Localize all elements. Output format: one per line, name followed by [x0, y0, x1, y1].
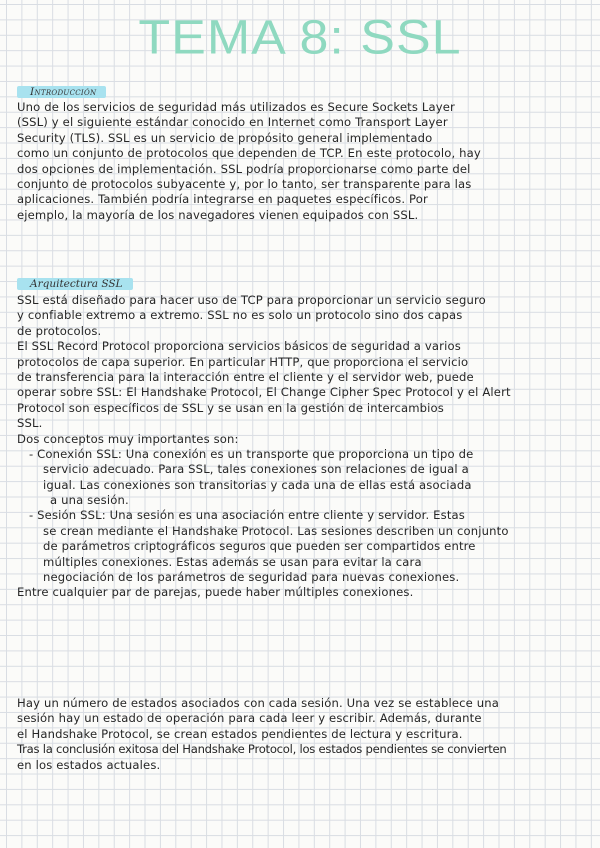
architecture-paragraph — [17, 293, 597, 601]
architecture-line: operar sobre SSL: El Handshake Protocol, El Change Cipher Spec Protocol y el Alert — [17, 385, 511, 400]
architecture-closing-line: Entre cualquier par de parejas, puede haber múltiples conexiones. — [17, 585, 414, 600]
states-line: en los estados actuales. — [17, 757, 161, 772]
intro-heading: Introducción — [17, 86, 106, 98]
bullet-ssl-connection: - Conexión SSL: Una conexión es un transporte que proporciona un tipo de — [29, 446, 474, 461]
states-line: el Handshake Protocol, se crean estados pendientes de lectura y escritura. — [17, 726, 463, 741]
architecture-line: Dos conceptos muy importantes son: — [17, 431, 239, 446]
intro-line: como un conjunto de protocolos que dependen de TCP. En este protocolo, hay — [17, 146, 481, 161]
architecture-line: El SSL Record Protocol proporciona servicios básicos de seguridad a varios — [17, 339, 461, 354]
intro-line: Security (TLS). SSL es un servicio de propósito general implementado — [17, 130, 433, 145]
intro-line: (SSL) y el siguiente estándar conocido en Internet como Transport Layer — [17, 115, 448, 130]
intro-line: dos opciones de implementación. SSL podría proporcionarse como parte del — [17, 161, 471, 176]
architecture-heading: Arquitectura SSL — [17, 278, 133, 290]
states-line: Tras la conclusión exitosa del Handshake Protocol, los estados pendientes se convierten — [17, 742, 507, 757]
architecture-line: protocolos de capa superior. En particular HTTP, que proporciona el servicio — [17, 354, 469, 369]
architecture-line: SSL. — [17, 416, 43, 431]
architecture-line: de protocolos. — [17, 323, 102, 338]
states-line: sesión hay un estado de operación para cada leer y escribir. Además, durante — [17, 711, 482, 726]
states-paragraph — [17, 696, 597, 773]
states-line: Hay un número de estados asociados con cada sesión. Una vez se establece una — [17, 696, 500, 710]
bullet-ssl-session: - Sesión SSL: Una sesión es una asociación entre cliente y servidor. Estas — [29, 508, 465, 523]
bullet-ssl-session-line: de parámetros criptográficos seguros que pueden ser compartidos entre — [43, 539, 476, 554]
architecture-line: y confiable extremo a extremo. SSL no es solo un protocolo sino dos capas — [17, 308, 463, 323]
intro-line: Uno de los servicios de seguridad más utilizados es Secure Sockets Layer — [17, 100, 455, 114]
bullet-ssl-session-line: negociación de los parámetros de seguridad para nuevas conexiones. — [43, 570, 460, 585]
architecture-line: de transferencia para la interacción entre el cliente y el servidor web, puede — [17, 369, 474, 384]
page-title: TEMA 8: SSL — [138, 11, 462, 65]
bullet-ssl-session-line: se crean mediante el Handshake Protocol. Las sesiones describen un conjunto — [43, 523, 509, 538]
intro-line: ejemplo, la mayoría de los navegadores vienen equipados con SSL. — [17, 207, 419, 222]
architecture-line: SSL está diseñado para hacer uso de TCP para proporcionar un servicio seguro — [17, 293, 486, 307]
bullet-ssl-session-line: múltiples conexiones. Estas además se usan para evitar la cara — [43, 554, 422, 569]
intro-line: conjunto de protocolos subyacente y, por lo tanto, ser transparente para las — [17, 176, 472, 191]
bullet-ssl-connection-line: servicio adecuado. Para SSL, tales conexiones son relaciones de igual a — [43, 462, 469, 477]
bullet-ssl-connection-line: a una sesión. — [50, 493, 129, 508]
intro-line: aplicaciones. También podría integrarse en paquetes específicos. Por — [17, 192, 428, 207]
architecture-line: Protocol son específicos de SSL y se usan en la gestión de intercambios — [17, 400, 444, 415]
bullet-ssl-connection-line: igual. Las conexiones son transitorias y cada una de ellas está asociada — [43, 477, 472, 492]
intro-paragraph — [17, 100, 597, 223]
